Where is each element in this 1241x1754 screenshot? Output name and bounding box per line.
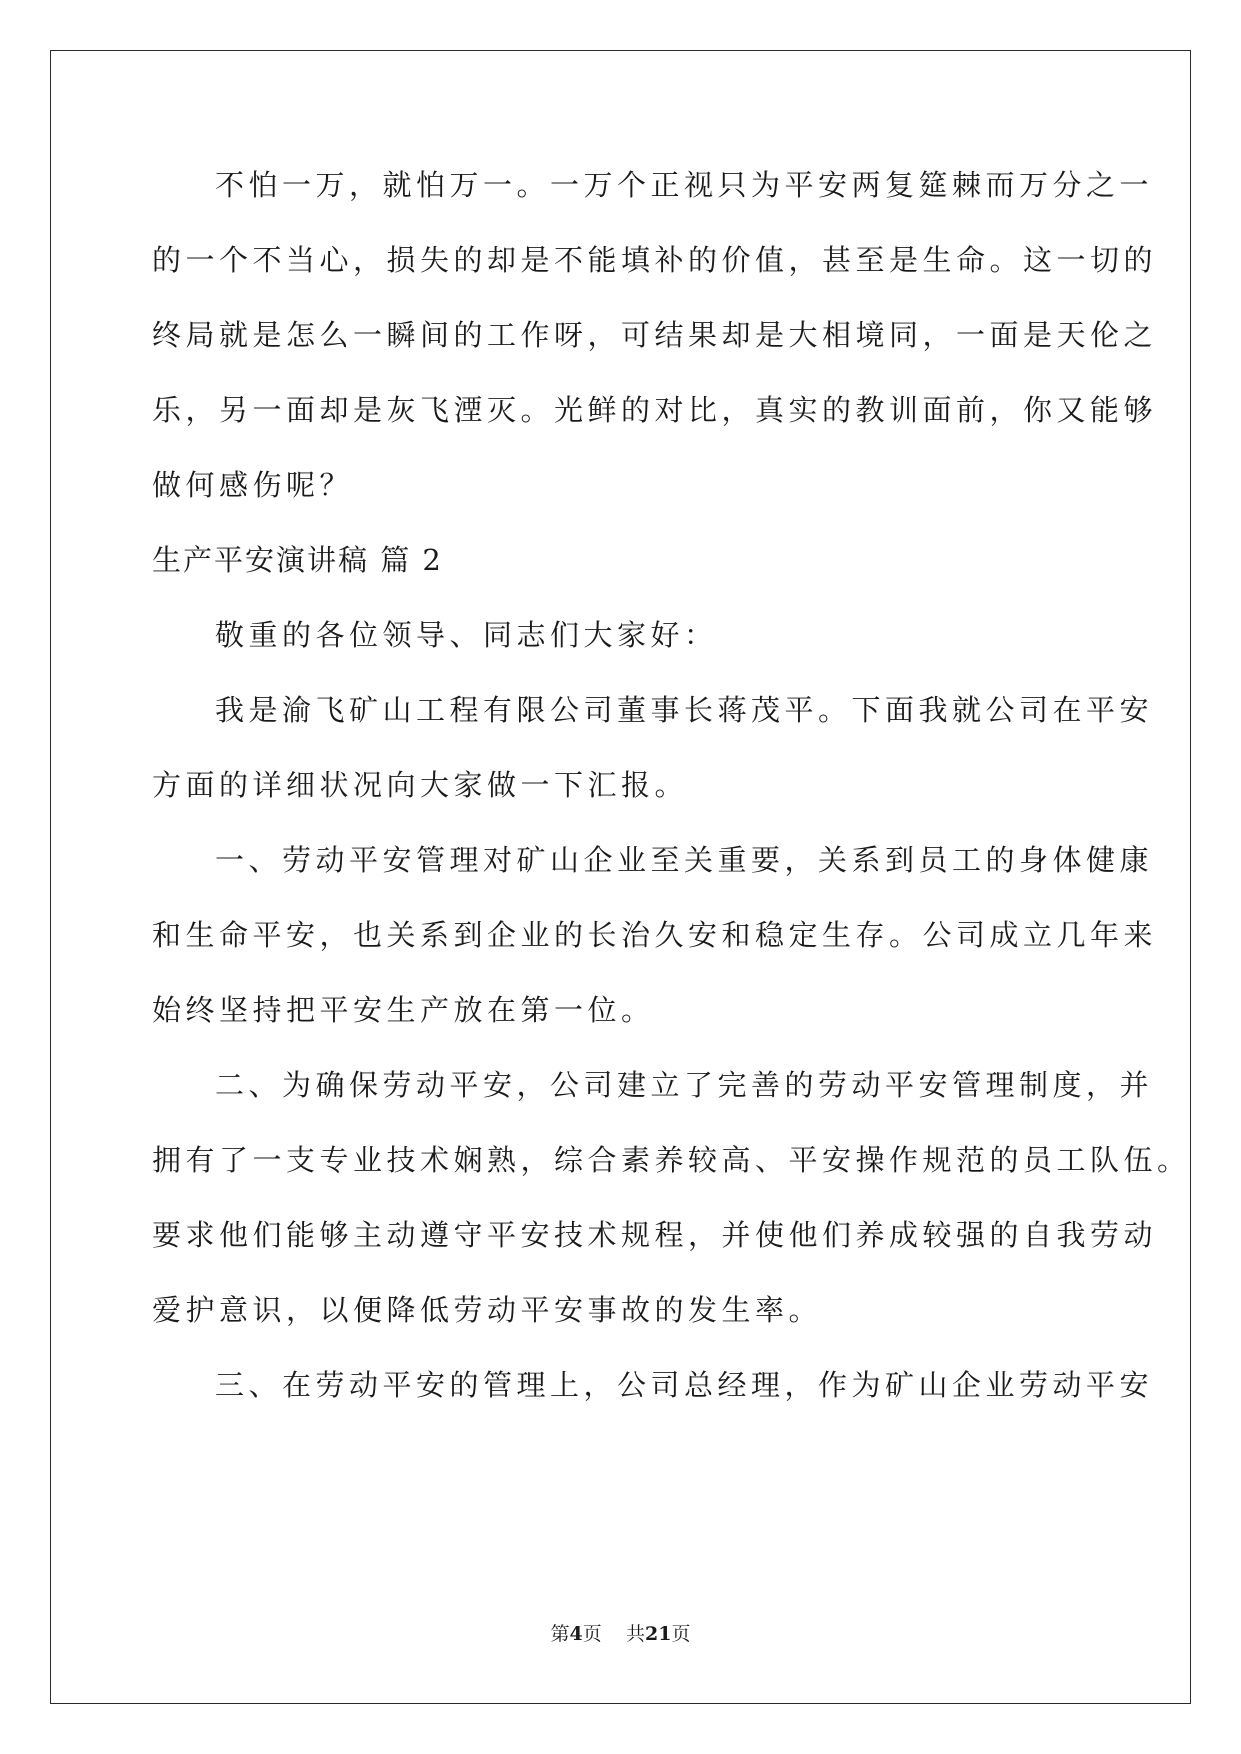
paragraph-line: 三、在劳动平安的管理上，公司总经理，作为矿山企业劳动平安 bbox=[215, 1368, 1154, 1402]
footer-page-suffix: 页 bbox=[582, 1623, 602, 1645]
footer-total-pages: 21 bbox=[644, 1623, 672, 1645]
paragraph-line: 和生命平安，也关系到企业的长治久安和稳定生存。公司成立几年来 bbox=[152, 918, 1158, 952]
paragraph-line: 方面的详细状况向大家做一下汇报。 bbox=[152, 768, 689, 802]
paragraph-line: 始终坚持把平安生产放在第一位。 bbox=[152, 993, 655, 1027]
footer-page-number: 4 bbox=[569, 1623, 583, 1645]
page-footer bbox=[0, 1622, 1241, 1646]
footer-total-prefix: 共 bbox=[625, 1623, 645, 1645]
paragraph-line: 不怕一万，就怕万一。一万个正视只为平安两复筵棘而万分之一 bbox=[215, 168, 1154, 202]
paragraph-line: 要求他们能够主动遵守平安技术规程，并使他们养成较强的自我劳动 bbox=[152, 1218, 1158, 1252]
greeting-line: 敬重的各位领导、同志们大家好： bbox=[215, 618, 718, 652]
paragraph-line: 终局就是怎么一瞬间的工作呀，可结果却是大相境同，一面是天伦之 bbox=[152, 318, 1158, 352]
paragraph-line: 乐，另一面却是灰飞湮灭。光鲜的对比，真实的教训面前，你又能够 bbox=[152, 393, 1158, 427]
paragraph-line: 二、为确保劳动平安，公司建立了完善的劳动平安管理制度，并 bbox=[215, 1068, 1154, 1102]
paragraph-line: 一、劳动平安管理对矿山企业至关重要，关系到员工的身体健康 bbox=[215, 843, 1154, 877]
footer-prefix: 第 bbox=[550, 1623, 570, 1645]
paragraph-line: 爱护意识，以便降低劳动平安事故的发生率。 bbox=[152, 1293, 823, 1327]
paragraph-line: 拥有了一支专业技术娴熟，综合素养较高、平安操作规范的员工队伍。 bbox=[152, 1143, 1191, 1177]
footer-total-suffix: 页 bbox=[671, 1623, 691, 1645]
paragraph-line: 我是渝飞矿山工程有限公司董事长蒋茂平。下面我就公司在平安 bbox=[215, 693, 1154, 727]
paragraph-line: 做何感伤呢？ bbox=[152, 468, 354, 502]
paragraph-line: 的一个不当心，损失的却是不能填补的价值，甚至是生命。这一切的 bbox=[152, 243, 1158, 277]
section-heading: 生产平安演讲稿 篇 2 bbox=[152, 543, 443, 577]
